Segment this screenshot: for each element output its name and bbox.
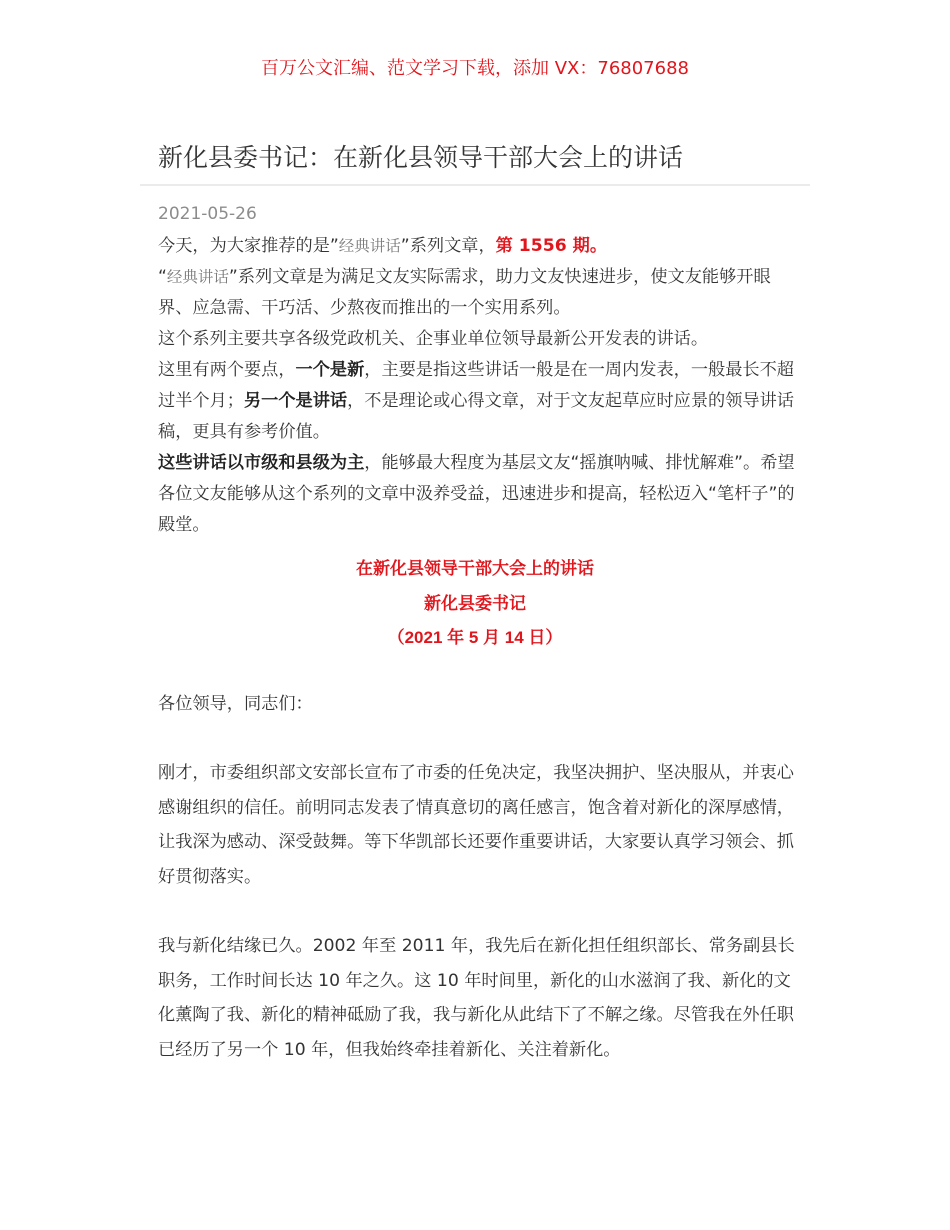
- series-name: 经典讲话: [338, 237, 401, 255]
- intro-text: ，不是理论或心得文章，对于文友起草应时应景的领导讲话稿，更具有参考价值。: [158, 391, 794, 442]
- intro-text: ”系列文章，: [400, 236, 496, 256]
- article-title: 新化县委书记：在新化县领导干部大会上的讲话: [158, 143, 684, 172]
- intro-paragraph-2: [158, 262, 798, 324]
- paragraph-text: 我与新化结缘已久。2002 年至 2011 年，我先后在新化担任组织部长、常务副县长职务，工作时间长达 10 年之久。这 10 年时间里，新化的山水滋润了我、新化的文化薰陶了我、新化的精神砥励了我，我与新化从此结下了不解之缘。尽管我在外任职已经历了另一个 10 年，但我始终牵挂着新化、关注着新化。: [158, 936, 795, 1060]
- intro-paragraph-3: 这个系列主要共享各级党政机关、企事业单位领导最新公开发表的讲话。: [158, 329, 709, 349]
- intro-text: ，能够最大程度为基层文友“摇旗呐喊、排忧解难”。希望各位文友能够从这个系列的文章中汲养受益，迅速进步和提高，轻松迈入“笔杆子”的殿堂。: [158, 453, 795, 535]
- intro-text: ，主要是指这些讲话一般是在一周内发表，一般最长不超过半个月；: [158, 360, 794, 411]
- key-point-speech: 另一个是讲话: [243, 391, 348, 411]
- intro-text: 今天，为大家推荐的是”: [158, 236, 339, 256]
- speech-paragraph-2: [158, 929, 798, 1067]
- intro-paragraph-4: [158, 355, 798, 448]
- title-divider: [140, 184, 810, 186]
- speech-speaker: 新化县委书记: [424, 594, 526, 613]
- intro-text: 这里有两个要点，: [158, 360, 296, 380]
- intro-paragraph-1: [158, 231, 798, 262]
- intro-text: “: [158, 267, 167, 287]
- speech-date: （2021 年 5 月 14 日）: [387, 628, 563, 647]
- speech-salutation: 各位领导，同志们：: [158, 694, 313, 714]
- paragraph-text: 刚才，市委组织部文安部长宣布了市委的任免决定，我坚决拥护、坚决服从，并衷心感谢组织的信任。前明同志发表了情真意切的离任感言，饱含着对新化的深厚感情，让我深为感动、深受鼓舞。等下华凯部长还要作重要讲话，大家要认真学习领会、抓好贯彻落实。: [158, 763, 794, 887]
- speech-paragraph-1: [158, 756, 798, 894]
- issue-number: 第 1556 期。: [495, 236, 608, 256]
- speech-heading: 在新化县领导干部大会上的讲话: [356, 559, 594, 578]
- promo-banner: 百万公文汇编、范文学习下载，添加 VX：76807688: [261, 58, 689, 79]
- publish-date: 2021-05-26: [158, 204, 257, 224]
- series-name: 经典讲话: [166, 268, 229, 286]
- key-point-new: 一个是新: [295, 360, 365, 380]
- intro-paragraph-5: [158, 448, 798, 541]
- key-point-level: 这些讲话以市级和县级为主: [158, 453, 365, 473]
- intro-text: ”系列文章是为满足文友实际需求，助力文友快速进步，使文友能够开眼界、应急需、干巧活、少熬夜而推出的一个实用系列。: [158, 267, 771, 318]
- intro-section: [158, 231, 798, 541]
